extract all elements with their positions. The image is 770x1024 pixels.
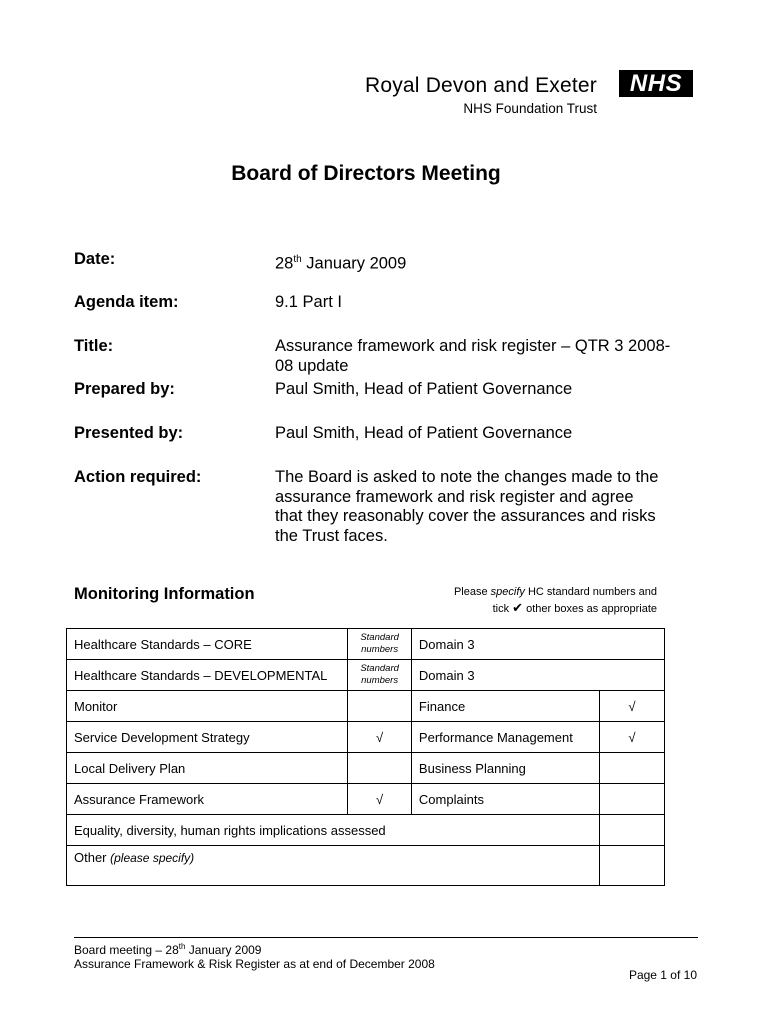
table-row bbox=[67, 846, 665, 886]
footer-line1 bbox=[74, 940, 435, 957]
numbers-label: numbers bbox=[361, 675, 399, 686]
monitor-checkbox[interactable] bbox=[348, 691, 412, 722]
prepared-by-value: Paul Smith, Head of Patient Governance bbox=[275, 380, 573, 398]
footer-line1-rest: January 2009 bbox=[185, 943, 262, 957]
footer-line1-sup: th bbox=[178, 942, 186, 951]
core-label: Healthcare Standards – CORE bbox=[67, 629, 348, 660]
monitoring-table bbox=[66, 628, 665, 886]
agenda-item-value: 9.1 Part I bbox=[275, 293, 342, 311]
action-required-label: Action required: bbox=[74, 468, 202, 486]
core-standard-numbers[interactable] bbox=[348, 629, 412, 660]
note-tick: tick bbox=[492, 603, 513, 615]
presented-by-label: Presented by: bbox=[74, 424, 184, 442]
other-checkbox[interactable] bbox=[599, 846, 664, 886]
table-row bbox=[67, 691, 665, 722]
agenda-item-label: Agenda item: bbox=[74, 293, 179, 311]
date-day: 28 bbox=[275, 254, 294, 273]
note-specify: specify bbox=[490, 586, 525, 598]
performance-management-checkbox[interactable]: √ bbox=[599, 722, 664, 753]
table-row bbox=[67, 784, 665, 815]
developmental-standard-numbers[interactable] bbox=[348, 660, 412, 691]
action-required-value: The Board is asked to note the changes made to the assurance framework and risk register and agree that they reasonably cover the assurances and risks the Trust faces. bbox=[275, 468, 659, 545]
finance-label: Finance bbox=[411, 691, 599, 722]
table-row bbox=[67, 722, 665, 753]
numbers-label: numbers bbox=[361, 644, 399, 655]
complaints-checkbox[interactable] bbox=[599, 784, 664, 815]
equality-label: Equality, diversity, human rights implications assessed bbox=[67, 815, 600, 846]
service-development-strategy-checkbox[interactable]: √ bbox=[348, 722, 412, 753]
monitoring-heading: Monitoring Information bbox=[74, 585, 255, 603]
standard-label: Standard bbox=[360, 632, 399, 643]
document-title: Board of Directors Meeting bbox=[231, 162, 501, 185]
monitor-label: Monitor bbox=[67, 691, 348, 722]
title-value: Assurance framework and risk register – QTR 3 2008-08 update bbox=[275, 337, 671, 375]
other-label[interactable] bbox=[67, 846, 600, 886]
footer-line1-prefix: Board meeting – 28 bbox=[74, 943, 179, 957]
developmental-label: Healthcare Standards – DEVELOPMENTAL bbox=[67, 660, 348, 691]
note-rest1: HC standard numbers and bbox=[524, 586, 657, 598]
table-row bbox=[67, 629, 665, 660]
performance-management-label: Performance Management bbox=[411, 722, 599, 753]
assurance-framework-label: Assurance Framework bbox=[67, 784, 348, 815]
note-please: Please bbox=[453, 586, 491, 598]
title-label: Title: bbox=[74, 337, 114, 355]
prepared-by-label: Prepared by: bbox=[74, 380, 175, 398]
business-planning-checkbox[interactable] bbox=[599, 753, 664, 784]
presented-by-value: Paul Smith, Head of Patient Governance bbox=[275, 424, 573, 442]
trust-logo bbox=[313, 66, 693, 122]
standard-label: Standard bbox=[360, 663, 399, 674]
monitoring-note-line2 bbox=[454, 600, 657, 617]
service-development-strategy-label: Service Development Strategy bbox=[67, 722, 348, 753]
monitoring-note bbox=[454, 585, 657, 617]
monitoring-note-line1 bbox=[454, 585, 657, 600]
date-month-year: January 2009 bbox=[301, 254, 407, 273]
date-day-suffix: th bbox=[293, 254, 302, 265]
other-text: Other bbox=[74, 850, 111, 865]
table-row bbox=[67, 753, 665, 784]
date-value bbox=[275, 250, 675, 274]
logo-organisation-name: Royal Devon and Exeter bbox=[364, 74, 597, 97]
complaints-label: Complaints bbox=[411, 784, 599, 815]
page-number: Page 1 of 10 bbox=[628, 968, 697, 982]
assurance-framework-checkbox[interactable]: √ bbox=[348, 784, 412, 815]
footer-text bbox=[74, 940, 435, 971]
footer-line2: Assurance Framework & Risk Register as at end of December 2008 bbox=[74, 957, 435, 971]
table-row bbox=[67, 660, 665, 691]
local-delivery-plan-label: Local Delivery Plan bbox=[67, 753, 348, 784]
table-row bbox=[67, 815, 665, 846]
core-domain: Domain 3 bbox=[411, 629, 664, 660]
business-planning-label: Business Planning bbox=[411, 753, 599, 784]
equality-checkbox[interactable] bbox=[599, 815, 664, 846]
note-rest2: other boxes as appropriate bbox=[523, 603, 657, 615]
local-delivery-plan-checkbox[interactable] bbox=[348, 753, 412, 784]
logo-subtitle: NHS Foundation Trust bbox=[463, 101, 597, 116]
other-please-specify: (please specify) bbox=[110, 851, 195, 865]
footer-divider bbox=[74, 937, 698, 938]
finance-checkbox[interactable]: √ bbox=[599, 691, 664, 722]
date-label: Date: bbox=[74, 250, 116, 268]
checkmark-icon: ✔ bbox=[512, 600, 524, 615]
developmental-domain: Domain 3 bbox=[411, 660, 664, 691]
nhs-logo-mark: NHS bbox=[619, 70, 693, 97]
